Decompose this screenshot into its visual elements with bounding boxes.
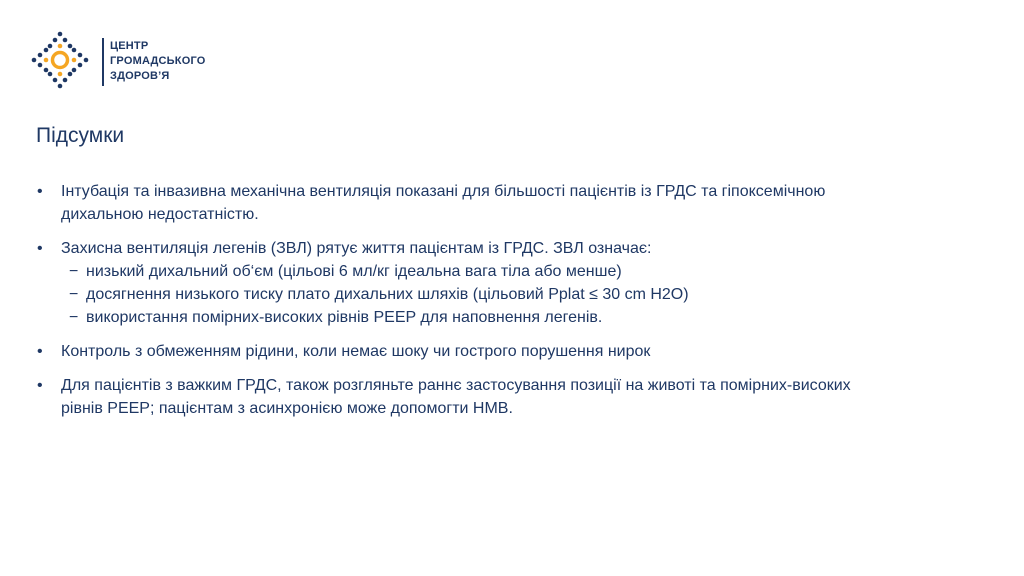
logo-divider [102, 38, 104, 86]
bullet-text: Інтубація та інвазивна механічна вентиляція показані для більшості пацієнтів із ГРДС та гіпоксемічною дихальною недостатністю. [61, 183, 826, 223]
public-health-center-logo-icon [30, 30, 90, 90]
logo [30, 30, 230, 90]
logo-wordmark [110, 39, 206, 84]
sub-bullet-item: − використання помірних-високих рівнів PEEP для наповнення легенів. [61, 306, 896, 329]
logo-line-2: ГРОМАДСЬКОГО [110, 55, 206, 67]
bullet-item [36, 237, 896, 329]
sub-bullet-list [61, 260, 896, 329]
sub-bullet-item: − досягнення низького тиску плато дихальних шляхів (цільовий Pplat ≤ 30 cm H2O) [61, 283, 896, 306]
logo-line-3: ЗДОРОВ’Я [110, 70, 170, 82]
bullet-item [36, 180, 896, 226]
bullet-item [36, 374, 896, 420]
bullet-list [36, 180, 896, 431]
sub-bullet-item: − низький дихальний об‘єм (цільові 6 мл/кг ідеальна вага тіла або менше) [61, 260, 896, 283]
bullet-text: Для пацієнтів з важким ГРДС, також розгляньте раннє застосування позиції на животі та помірних-високих рівнів PEEP; пацієнтам з асинхронією може допомогти НМВ. [61, 377, 851, 417]
bullet-item [36, 340, 896, 363]
bullet-text: Контроль з обмеженням рідини, коли немає шоку чи гострого порушення нирок [61, 343, 651, 360]
logo-line-1: ЦЕНТР [110, 40, 149, 52]
slide-title: Підсумки [36, 124, 125, 147]
bullet-text: Захисна вентиляція легенів (ЗВЛ) рятує життя пацієнтам із ГРДС. ЗВЛ означає: [61, 240, 652, 257]
